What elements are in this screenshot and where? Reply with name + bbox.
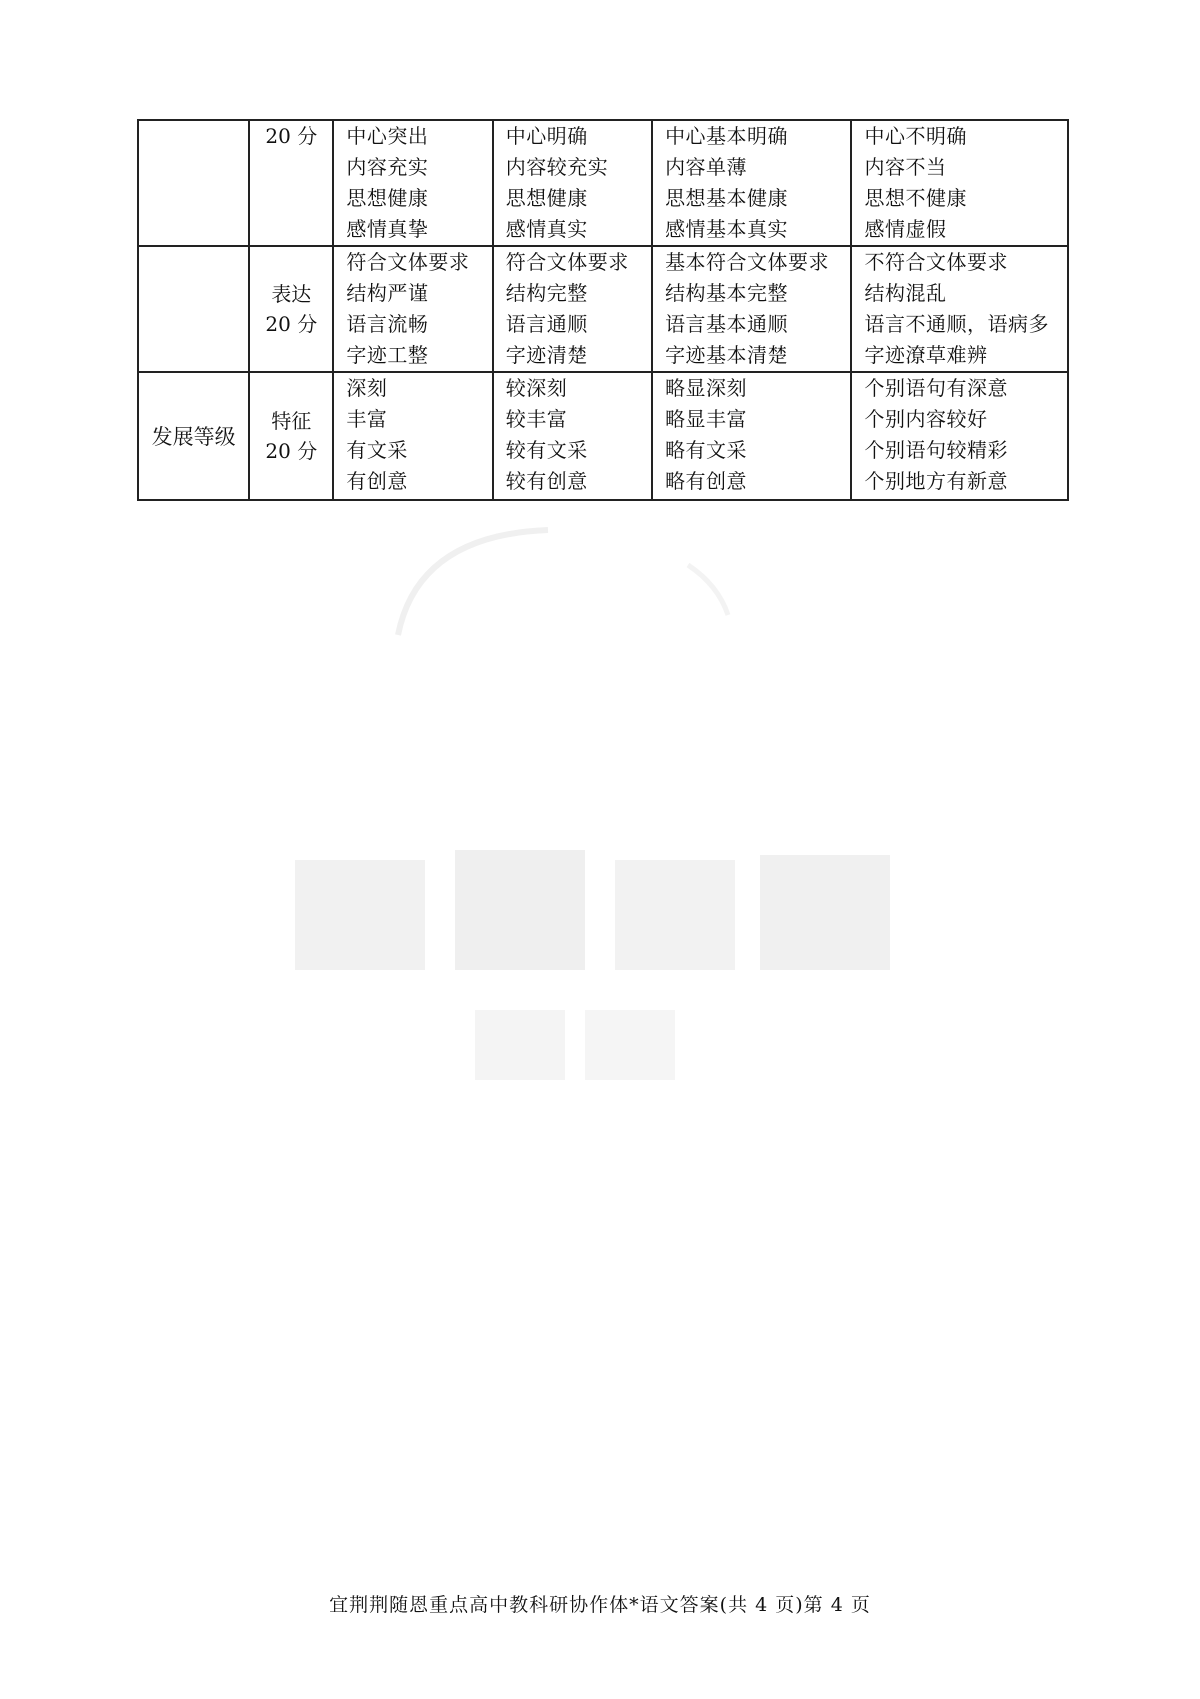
rubric-criterion: 内容较充实 <box>505 155 609 179</box>
rubric-criterion: 内容单薄 <box>665 155 748 179</box>
rubric-criterion: 字迹工整 <box>346 343 429 367</box>
rubric-level-1-cell <box>333 120 492 246</box>
rubric-criterion: 中心基本明确 <box>665 124 789 148</box>
rubric-subcategory-cell <box>249 372 333 500</box>
rubric-level-3-cell <box>652 372 851 500</box>
rubric-subcategory-score: 20 分 <box>265 124 318 148</box>
rubric-criterion: 符合文体要求 <box>505 250 629 274</box>
rubric-criterion: 有文采 <box>346 438 408 462</box>
rubric-subcategory-score: 20 分 <box>265 312 318 336</box>
essay-scoring-rubric-table <box>137 119 1069 501</box>
rubric-criterion: 语言通顺 <box>505 312 588 336</box>
rubric-criterion: 不符合文体要求 <box>864 250 1008 274</box>
rubric-criterion: 深刻 <box>346 376 388 400</box>
rubric-category-cell: 发展等级 <box>138 372 249 500</box>
rubric-criterion: 字迹潦草难辨 <box>864 343 988 367</box>
rubric-level-4-cell <box>851 120 1068 246</box>
rubric-criterion: 结构基本完整 <box>665 281 789 305</box>
rubric-level-2-cell <box>493 120 652 246</box>
rubric-level-2-cell <box>493 372 652 500</box>
rubric-criterion: 字迹基本清楚 <box>665 343 789 367</box>
rubric-criterion: 中心明确 <box>505 124 588 148</box>
rubric-criterion: 较深刻 <box>505 376 568 400</box>
rubric-criterion: 语言基本通顺 <box>665 312 789 336</box>
rubric-criterion: 较有创意 <box>505 469 588 493</box>
rubric-criterion: 略有文采 <box>665 438 748 462</box>
rubric-subcategory-cell <box>249 246 333 372</box>
rubric-criterion: 中心不明确 <box>864 124 967 148</box>
rubric-criterion: 有创意 <box>346 469 408 493</box>
rubric-criterion: 内容不当 <box>864 155 947 179</box>
rubric-subcategory-label: 表达 <box>271 282 312 306</box>
rubric-criterion: 略显深刻 <box>665 376 748 400</box>
rubric-level-2-cell <box>493 246 652 372</box>
rubric-row-content <box>138 120 1068 246</box>
rubric-criterion: 个别语句较精彩 <box>864 438 1008 462</box>
rubric-criterion: 略显丰富 <box>665 407 748 431</box>
rubric-criterion: 思想健康 <box>505 186 588 210</box>
rubric-level-3-cell <box>652 246 851 372</box>
rubric-criterion: 较有文采 <box>505 438 588 462</box>
rubric-level-3-cell <box>652 120 851 246</box>
rubric-criterion: 中心突出 <box>346 124 429 148</box>
rubric-criterion: 较丰富 <box>505 407 568 431</box>
rubric-criterion: 感情真实 <box>505 217 588 241</box>
rubric-criterion: 感情虚假 <box>864 217 947 241</box>
rubric-criterion: 结构严谨 <box>346 281 429 305</box>
rubric-level-1-cell <box>333 246 492 372</box>
rubric-criterion: 结构混乱 <box>864 281 947 305</box>
rubric-level-1-cell <box>333 372 492 500</box>
rubric-criterion: 思想不健康 <box>864 186 967 210</box>
rubric-criterion: 个别内容较好 <box>864 407 988 431</box>
watermark-blocks <box>295 850 915 1090</box>
rubric-row-development <box>138 372 1068 500</box>
rubric-level-4-cell <box>851 372 1068 500</box>
rubric-category-cell <box>138 120 249 246</box>
rubric-criterion: 个别语句有深意 <box>864 376 1008 400</box>
rubric-subcategory-label: 特征 <box>271 409 312 433</box>
rubric-category-cell <box>138 246 249 372</box>
rubric-subcategory-cell <box>249 120 333 246</box>
rubric-level-4-cell <box>851 246 1068 372</box>
rubric-criterion: 字迹清楚 <box>505 343 588 367</box>
rubric-criterion: 内容充实 <box>346 155 429 179</box>
rubric-row-expression <box>138 246 1068 372</box>
rubric-subcategory-score: 20 分 <box>265 439 318 463</box>
rubric-criterion: 个别地方有新意 <box>864 469 1008 493</box>
watermark-arc <box>388 525 808 645</box>
rubric-criterion: 基本符合文体要求 <box>665 250 830 274</box>
rubric-criterion: 感情基本真实 <box>665 217 789 241</box>
rubric-criterion: 思想健康 <box>346 186 429 210</box>
rubric-criterion: 结构完整 <box>505 281 588 305</box>
page-footer: 宜荆荆随恩重点高中教科研协作体*语文答案(共 4 页)第 4 页 <box>329 1594 871 1616</box>
rubric-criterion: 丰富 <box>346 407 388 431</box>
rubric-criterion: 思想基本健康 <box>665 186 789 210</box>
rubric-criterion: 略有创意 <box>665 469 748 493</box>
rubric-criterion: 语言不通顺，语病多 <box>864 312 1049 336</box>
rubric-criterion: 感情真挚 <box>346 217 429 241</box>
rubric-criterion: 符合文体要求 <box>346 250 470 274</box>
rubric-criterion: 语言流畅 <box>346 312 429 336</box>
